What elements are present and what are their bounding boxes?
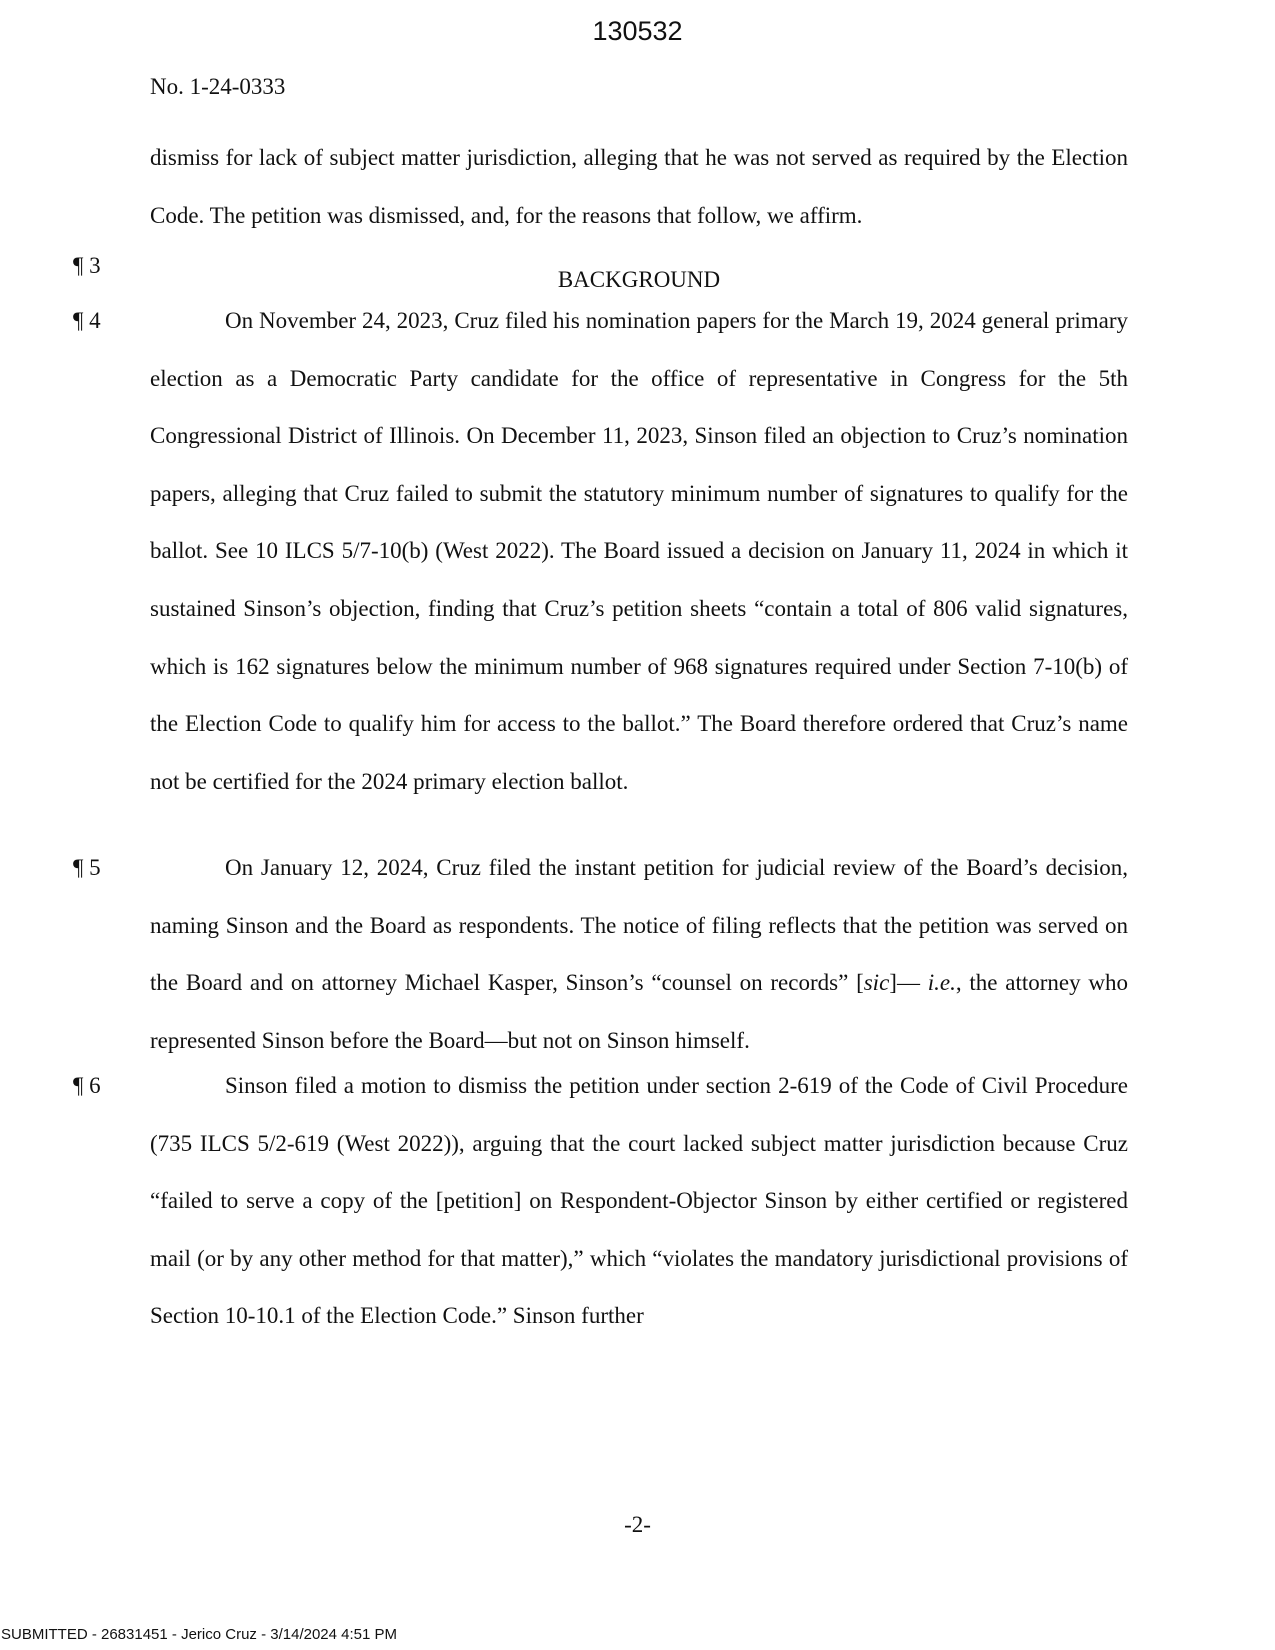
paragraph-marker-5: ¶ 5	[73, 855, 101, 880]
paragraph-marker-6: ¶ 6	[73, 1073, 101, 1098]
paragraph-5	[150, 839, 1128, 1069]
paragraph-marker-3: ¶ 3	[73, 253, 101, 278]
paragraph-marker-4: ¶ 4	[73, 308, 101, 333]
paragraph-continuation: dismiss for lack of subject matter jurisdiction, alleging that he was not served as required by the Election Code. The petition was dismissed, and, for the reasons that follow, we affirm.	[150, 145, 1128, 228]
submission-footer: SUBMITTED - 26831451 - Jerico Cruz - 3/14/2024 4:51 PM	[1, 1626, 398, 1643]
case-number: No. 1-24-0333	[150, 74, 286, 99]
page-number: -2-	[624, 1512, 651, 1537]
paragraph-4: On November 24, 2023, Cruz filed his nomination papers for the March 19, 2024 general primary election as a Democratic Party candidate for the office of representative in Congress for the 5th Congressional District of Illinois. On December 11, 2023, Sinson filed an objection to Cruz’s nomination papers, alleging that Cruz failed to submit the statutory minimum number of signatures to qualify for the ballot. See 10 ILCS 5/7-10(b) (West 2022). The Board issued a decision on January 11, 2024 in which it sustained Sinson’s objection, finding that Cruz’s petition sheets “contain a total of 806 valid signatures, which is 162 signatures below the minimum number of 968 signatures required under Section 7-10(b) of the Election Code to qualify him for access to the ballot.” The Board therefore ordered that Cruz’s name not be certified for the 2024 primary election ballot.	[150, 308, 1128, 794]
sic-italic: sic	[863, 970, 890, 996]
paragraph-5-text-c: , the attorney who represented Sinson before the Board—but not on Sinson himself.	[150, 970, 1129, 1053]
ie-italic: i.e.	[927, 970, 956, 996]
paragraph-5-text-b: ]—	[889, 970, 920, 996]
paragraph-5-text-a: On January 12, 2024, Cruz filed the instant petition for judicial review of the Board’s decision, naming Sinson and the Board as respondents. The notice of filing reflects that the petition was served on the Board and on attorney Michael Kasper, Sinson’s “counsel on records” [	[150, 855, 1128, 996]
section-heading: BACKGROUND	[557, 267, 721, 292]
paragraph-6: Sinson filed a motion to dismiss the petition under section 2-619 of the Code of Civil Procedure (735 ILCS 5/2-619 (West 2022)), arguing that the court lacked subject matter jurisdiction because Cruz “failed to serve a copy of the [petition] on Respondent-Objector Sinson by either certified or registered mail (or by any other method for that matter),” which “violates the mandatory jurisdictional provisions of Section 10-10.1 of the Election Code.” Sinson further	[150, 1073, 1128, 1329]
document-id: 130532	[592, 16, 683, 46]
